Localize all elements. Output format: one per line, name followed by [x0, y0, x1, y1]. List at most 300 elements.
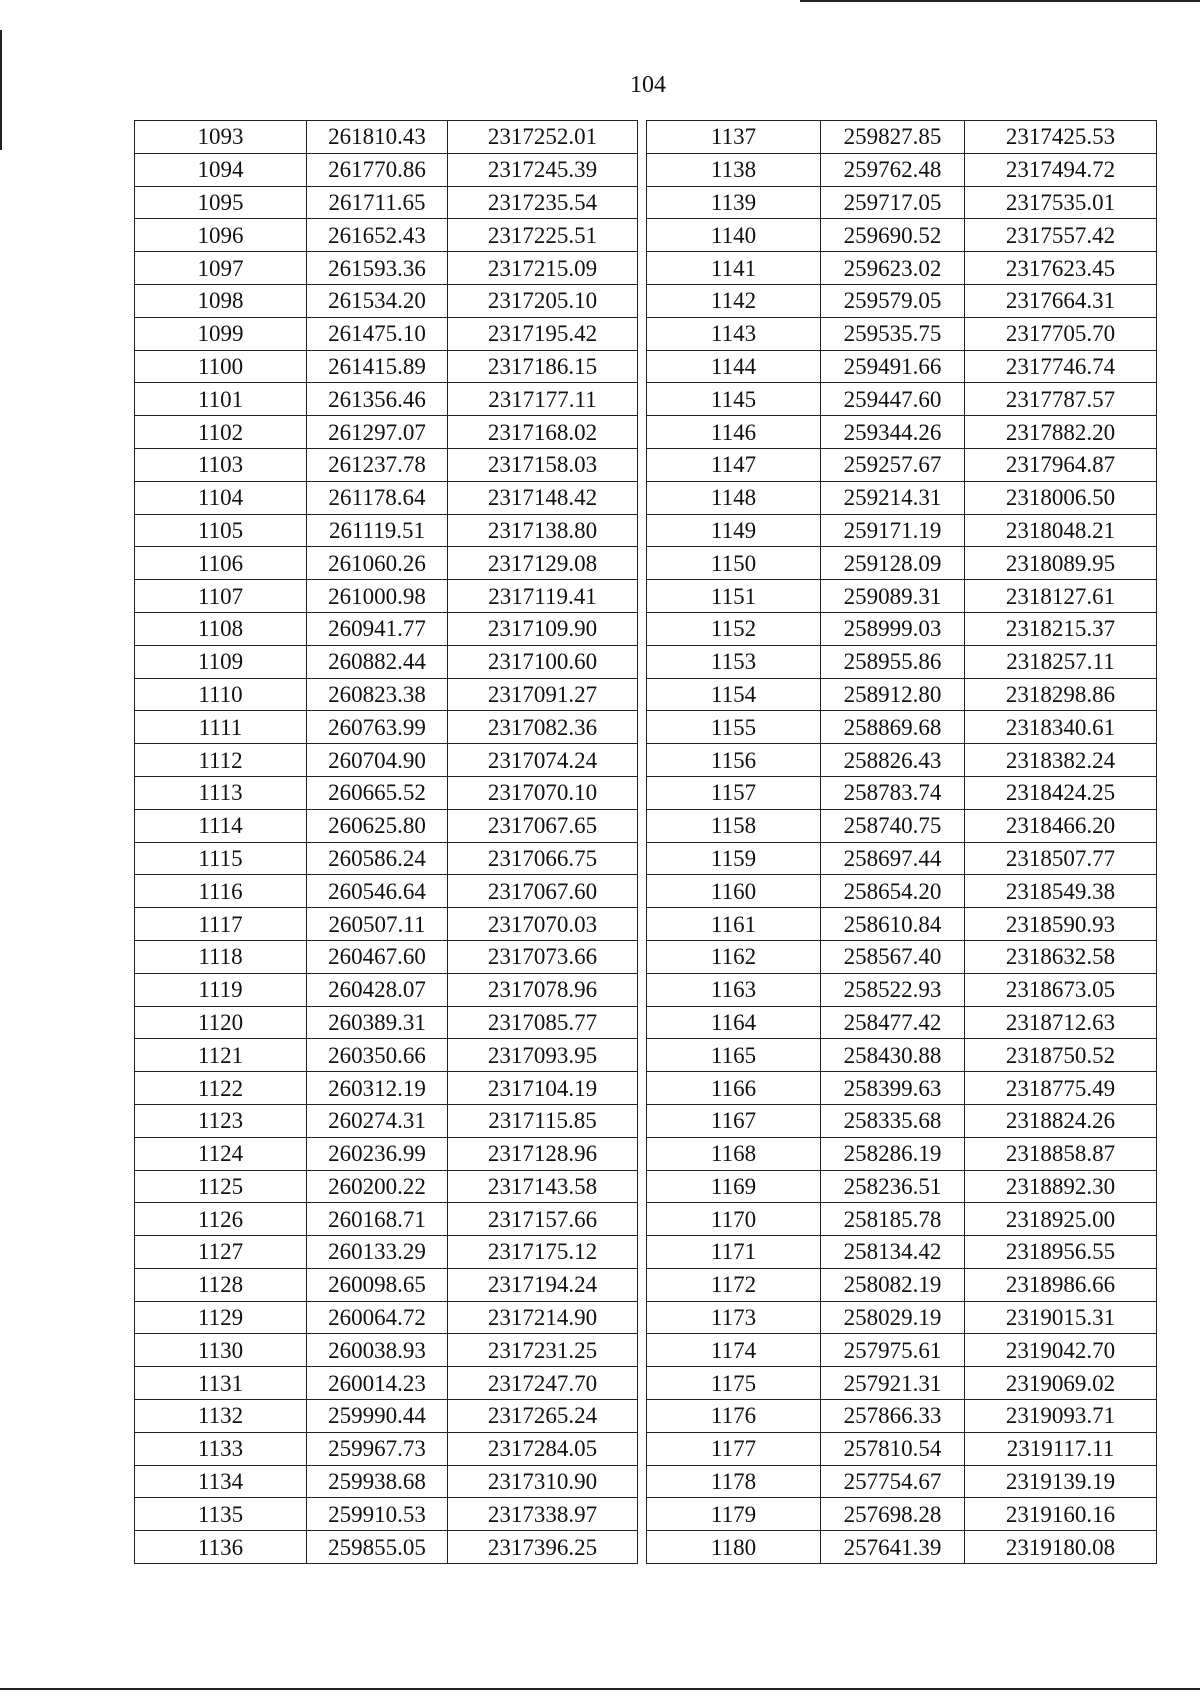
point-id-cell: 1159	[647, 842, 821, 875]
x-coordinate-cell: 260168.71	[307, 1203, 448, 1236]
table-row	[135, 448, 638, 481]
table-row	[135, 580, 638, 613]
table-row	[135, 940, 638, 973]
x-coordinate-cell: 259257.67	[821, 448, 965, 481]
table-row	[135, 875, 638, 908]
y-coordinate-cell: 2319139.19	[965, 1465, 1157, 1498]
y-coordinate-cell: 2317494.72	[965, 153, 1157, 186]
x-coordinate-cell: 259535.75	[821, 317, 965, 350]
y-coordinate-cell: 2318775.49	[965, 1072, 1157, 1105]
point-id-cell: 1145	[647, 383, 821, 416]
y-coordinate-cell: 2319042.70	[965, 1334, 1157, 1367]
table-row	[647, 448, 1157, 481]
x-coordinate-cell: 261297.07	[307, 416, 448, 449]
table-row	[135, 809, 638, 842]
point-id-cell: 1165	[647, 1039, 821, 1072]
point-id-cell: 1113	[135, 776, 307, 809]
table-row	[647, 842, 1157, 875]
x-coordinate-cell: 258029.19	[821, 1301, 965, 1334]
table-row	[135, 153, 638, 186]
y-coordinate-cell: 2317746.74	[965, 350, 1157, 383]
y-coordinate-cell: 2317231.25	[448, 1334, 638, 1367]
y-coordinate-cell: 2318986.66	[965, 1268, 1157, 1301]
y-coordinate-cell: 2317186.15	[448, 350, 638, 383]
y-coordinate-cell: 2317882.20	[965, 416, 1157, 449]
point-id-cell: 1156	[647, 744, 821, 777]
x-coordinate-cell: 260665.52	[307, 776, 448, 809]
y-coordinate-cell: 2317115.85	[448, 1104, 638, 1137]
table-row	[647, 284, 1157, 317]
point-id-cell: 1146	[647, 416, 821, 449]
x-coordinate-cell: 260236.99	[307, 1137, 448, 1170]
y-coordinate-cell: 2318632.58	[965, 940, 1157, 973]
x-coordinate-cell: 259579.05	[821, 284, 965, 317]
point-id-cell: 1171	[647, 1236, 821, 1269]
y-coordinate-cell: 2317093.95	[448, 1039, 638, 1072]
point-id-cell: 1137	[647, 121, 821, 154]
table-row	[135, 547, 638, 580]
y-coordinate-cell: 2317338.97	[448, 1498, 638, 1531]
point-id-cell: 1152	[647, 612, 821, 645]
table-row	[647, 711, 1157, 744]
table-row	[135, 678, 638, 711]
y-coordinate-cell: 2318750.52	[965, 1039, 1157, 1072]
point-id-cell: 1169	[647, 1170, 821, 1203]
table-row	[135, 1170, 638, 1203]
table-row	[647, 1367, 1157, 1400]
y-coordinate-cell: 2318507.77	[965, 842, 1157, 875]
x-coordinate-cell: 260467.60	[307, 940, 448, 973]
x-coordinate-cell: 259762.48	[821, 153, 965, 186]
x-coordinate-cell: 261237.78	[307, 448, 448, 481]
y-coordinate-cell: 2318712.63	[965, 1006, 1157, 1039]
table-row	[135, 186, 638, 219]
x-coordinate-cell: 260350.66	[307, 1039, 448, 1072]
y-coordinate-cell: 2317070.10	[448, 776, 638, 809]
table-row	[135, 1400, 638, 1433]
y-coordinate-cell: 2317148.42	[448, 481, 638, 514]
table-row	[135, 416, 638, 449]
point-id-cell: 1114	[135, 809, 307, 842]
point-id-cell: 1121	[135, 1039, 307, 1072]
point-id-cell: 1147	[647, 448, 821, 481]
x-coordinate-cell: 258399.63	[821, 1072, 965, 1105]
scan-edge-bottom	[0, 1688, 1200, 1690]
table-row	[135, 1268, 638, 1301]
point-id-cell: 1093	[135, 121, 307, 154]
x-coordinate-cell: 258430.88	[821, 1039, 965, 1072]
point-id-cell: 1176	[647, 1400, 821, 1433]
point-id-cell: 1170	[647, 1203, 821, 1236]
point-id-cell: 1164	[647, 1006, 821, 1039]
x-coordinate-cell: 259827.85	[821, 121, 965, 154]
x-coordinate-cell: 260625.80	[307, 809, 448, 842]
x-coordinate-cell: 258335.68	[821, 1104, 965, 1137]
x-coordinate-cell: 260586.24	[307, 842, 448, 875]
table-row	[647, 1531, 1157, 1564]
table-row	[135, 776, 638, 809]
table-row	[135, 1072, 638, 1105]
x-coordinate-cell: 260200.22	[307, 1170, 448, 1203]
table-row	[647, 612, 1157, 645]
y-coordinate-cell: 2319117.11	[965, 1432, 1157, 1465]
y-coordinate-cell: 2317066.75	[448, 842, 638, 875]
y-coordinate-cell: 2317705.70	[965, 317, 1157, 350]
x-coordinate-cell: 259717.05	[821, 186, 965, 219]
table-row	[135, 481, 638, 514]
point-id-cell: 1115	[135, 842, 307, 875]
x-coordinate-cell: 260507.11	[307, 908, 448, 941]
table-row	[135, 711, 638, 744]
table-row	[135, 383, 638, 416]
x-coordinate-cell: 259491.66	[821, 350, 965, 383]
y-coordinate-cell: 2317235.54	[448, 186, 638, 219]
point-id-cell: 1154	[647, 678, 821, 711]
table-row	[135, 1465, 638, 1498]
table-row	[647, 973, 1157, 1006]
table-row	[647, 219, 1157, 252]
y-coordinate-cell: 2317225.51	[448, 219, 638, 252]
table-row	[647, 580, 1157, 613]
y-coordinate-cell: 2318858.87	[965, 1137, 1157, 1170]
x-coordinate-cell: 258185.78	[821, 1203, 965, 1236]
x-coordinate-cell: 259089.31	[821, 580, 965, 613]
y-coordinate-cell: 2318956.55	[965, 1236, 1157, 1269]
point-id-cell: 1148	[647, 481, 821, 514]
x-coordinate-cell: 259967.73	[307, 1432, 448, 1465]
y-coordinate-cell: 2318824.26	[965, 1104, 1157, 1137]
x-coordinate-cell: 258999.03	[821, 612, 965, 645]
table-row	[135, 744, 638, 777]
table-row	[647, 776, 1157, 809]
x-coordinate-cell: 258654.20	[821, 875, 965, 908]
point-id-cell: 1101	[135, 383, 307, 416]
y-coordinate-cell: 2317073.66	[448, 940, 638, 973]
y-coordinate-cell: 2317284.05	[448, 1432, 638, 1465]
x-coordinate-cell: 259855.05	[307, 1531, 448, 1564]
y-coordinate-cell: 2317623.45	[965, 252, 1157, 285]
table-row	[135, 1137, 638, 1170]
table-row	[647, 1072, 1157, 1105]
x-coordinate-cell: 258740.75	[821, 809, 965, 842]
y-coordinate-cell: 2317082.36	[448, 711, 638, 744]
x-coordinate-cell: 261593.36	[307, 252, 448, 285]
point-id-cell: 1122	[135, 1072, 307, 1105]
x-coordinate-cell: 258697.44	[821, 842, 965, 875]
x-coordinate-cell: 258286.19	[821, 1137, 965, 1170]
table-row	[647, 1236, 1157, 1269]
point-id-cell: 1141	[647, 252, 821, 285]
table-row	[135, 1432, 638, 1465]
y-coordinate-cell: 2318340.61	[965, 711, 1157, 744]
y-coordinate-cell: 2318424.25	[965, 776, 1157, 809]
y-coordinate-cell: 2317245.39	[448, 153, 638, 186]
point-id-cell: 1149	[647, 514, 821, 547]
x-coordinate-cell: 261770.86	[307, 153, 448, 186]
point-id-cell: 1166	[647, 1072, 821, 1105]
point-id-cell: 1106	[135, 547, 307, 580]
table-row	[647, 645, 1157, 678]
table-row	[135, 1104, 638, 1137]
x-coordinate-cell: 261060.26	[307, 547, 448, 580]
table-row	[647, 940, 1157, 973]
y-coordinate-cell: 2318048.21	[965, 514, 1157, 547]
point-id-cell: 1123	[135, 1104, 307, 1137]
y-coordinate-cell: 2318925.00	[965, 1203, 1157, 1236]
y-coordinate-cell: 2318382.24	[965, 744, 1157, 777]
x-coordinate-cell: 260098.65	[307, 1268, 448, 1301]
table-row	[135, 1334, 638, 1367]
y-coordinate-cell: 2317252.01	[448, 121, 638, 154]
point-id-cell: 1129	[135, 1301, 307, 1334]
x-coordinate-cell: 261475.10	[307, 317, 448, 350]
x-coordinate-cell: 261000.98	[307, 580, 448, 613]
y-coordinate-cell: 2318215.37	[965, 612, 1157, 645]
point-id-cell: 1108	[135, 612, 307, 645]
x-coordinate-cell: 258567.40	[821, 940, 965, 973]
y-coordinate-cell: 2317175.12	[448, 1236, 638, 1269]
table-row	[135, 1203, 638, 1236]
point-id-cell: 1098	[135, 284, 307, 317]
x-coordinate-cell: 260428.07	[307, 973, 448, 1006]
x-coordinate-cell: 257641.39	[821, 1531, 965, 1564]
y-coordinate-cell: 2317177.11	[448, 383, 638, 416]
x-coordinate-cell: 259938.68	[307, 1465, 448, 1498]
point-id-cell: 1168	[647, 1137, 821, 1170]
x-coordinate-cell: 257810.54	[821, 1432, 965, 1465]
table-row	[135, 284, 638, 317]
y-coordinate-cell: 2318673.05	[965, 973, 1157, 1006]
y-coordinate-cell: 2318549.38	[965, 875, 1157, 908]
table-row	[135, 842, 638, 875]
y-coordinate-cell: 2317085.77	[448, 1006, 638, 1039]
point-id-cell: 1133	[135, 1432, 307, 1465]
y-coordinate-cell: 2319015.31	[965, 1301, 1157, 1334]
y-coordinate-cell: 2317070.03	[448, 908, 638, 941]
x-coordinate-cell: 260704.90	[307, 744, 448, 777]
table-row	[647, 1301, 1157, 1334]
point-id-cell: 1150	[647, 547, 821, 580]
y-coordinate-cell: 2317129.08	[448, 547, 638, 580]
table-row	[135, 973, 638, 1006]
point-id-cell: 1096	[135, 219, 307, 252]
table-row	[647, 1137, 1157, 1170]
x-coordinate-cell: 259171.19	[821, 514, 965, 547]
y-coordinate-cell: 2317078.96	[448, 973, 638, 1006]
point-id-cell: 1163	[647, 973, 821, 1006]
point-id-cell: 1143	[647, 317, 821, 350]
point-id-cell: 1131	[135, 1367, 307, 1400]
y-coordinate-cell: 2317964.87	[965, 448, 1157, 481]
table-row	[647, 416, 1157, 449]
table-row	[647, 1334, 1157, 1367]
y-coordinate-cell: 2318006.50	[965, 481, 1157, 514]
x-coordinate-cell: 260546.64	[307, 875, 448, 908]
point-id-cell: 1135	[135, 1498, 307, 1531]
x-coordinate-cell: 261711.65	[307, 186, 448, 219]
point-id-cell: 1160	[647, 875, 821, 908]
point-id-cell: 1162	[647, 940, 821, 973]
table-row	[647, 1465, 1157, 1498]
x-coordinate-cell: 258912.80	[821, 678, 965, 711]
x-coordinate-cell: 258955.86	[821, 645, 965, 678]
point-id-cell: 1136	[135, 1531, 307, 1564]
table-row	[647, 678, 1157, 711]
point-id-cell: 1151	[647, 580, 821, 613]
point-id-cell: 1094	[135, 153, 307, 186]
table-row	[135, 514, 638, 547]
table-row	[647, 317, 1157, 350]
table-row	[135, 1531, 638, 1564]
point-id-cell: 1109	[135, 645, 307, 678]
table-row	[647, 875, 1157, 908]
scan-edge-top	[800, 0, 1200, 2]
x-coordinate-cell: 258826.43	[821, 744, 965, 777]
point-id-cell: 1100	[135, 350, 307, 383]
point-id-cell: 1172	[647, 1268, 821, 1301]
point-id-cell: 1125	[135, 1170, 307, 1203]
y-coordinate-cell: 2318127.61	[965, 580, 1157, 613]
point-id-cell: 1097	[135, 252, 307, 285]
y-coordinate-cell: 2317247.70	[448, 1367, 638, 1400]
y-coordinate-cell: 2317067.65	[448, 809, 638, 842]
table-row	[647, 1400, 1157, 1433]
y-coordinate-cell: 2318590.93	[965, 908, 1157, 941]
point-id-cell: 1116	[135, 875, 307, 908]
table-row	[135, 219, 638, 252]
point-id-cell: 1126	[135, 1203, 307, 1236]
point-id-cell: 1095	[135, 186, 307, 219]
table-row	[135, 121, 638, 154]
y-coordinate-cell: 2317143.58	[448, 1170, 638, 1203]
y-coordinate-cell: 2317787.57	[965, 383, 1157, 416]
coordinate-table-left	[134, 120, 638, 1564]
x-coordinate-cell: 259910.53	[307, 1498, 448, 1531]
x-coordinate-cell: 259690.52	[821, 219, 965, 252]
table-row	[135, 1236, 638, 1269]
y-coordinate-cell: 2317310.90	[448, 1465, 638, 1498]
x-coordinate-cell: 260941.77	[307, 612, 448, 645]
x-coordinate-cell: 259623.02	[821, 252, 965, 285]
x-coordinate-cell: 258522.93	[821, 973, 965, 1006]
y-coordinate-cell: 2317128.96	[448, 1137, 638, 1170]
point-id-cell: 1105	[135, 514, 307, 547]
x-coordinate-cell: 258082.19	[821, 1268, 965, 1301]
x-coordinate-cell: 260312.19	[307, 1072, 448, 1105]
x-coordinate-cell: 261178.64	[307, 481, 448, 514]
table-row	[647, 547, 1157, 580]
table-row	[135, 612, 638, 645]
table-row	[135, 1006, 638, 1039]
table-row	[135, 1039, 638, 1072]
point-id-cell: 1174	[647, 1334, 821, 1367]
point-id-cell: 1111	[135, 711, 307, 744]
point-id-cell: 1173	[647, 1301, 821, 1334]
x-coordinate-cell: 257698.28	[821, 1498, 965, 1531]
point-id-cell: 1117	[135, 908, 307, 941]
x-coordinate-cell: 257866.33	[821, 1400, 965, 1433]
point-id-cell: 1161	[647, 908, 821, 941]
x-coordinate-cell: 260038.93	[307, 1334, 448, 1367]
x-coordinate-cell: 260389.31	[307, 1006, 448, 1039]
point-id-cell: 1180	[647, 1531, 821, 1564]
x-coordinate-cell: 257975.61	[821, 1334, 965, 1367]
table-row	[647, 1039, 1157, 1072]
x-coordinate-cell: 258477.42	[821, 1006, 965, 1039]
table-row	[647, 1432, 1157, 1465]
y-coordinate-cell: 2319069.02	[965, 1367, 1157, 1400]
y-coordinate-cell: 2319093.71	[965, 1400, 1157, 1433]
table-row	[647, 153, 1157, 186]
x-coordinate-cell: 260882.44	[307, 645, 448, 678]
table-row	[647, 1203, 1157, 1236]
x-coordinate-cell: 260823.38	[307, 678, 448, 711]
y-coordinate-cell: 2318089.95	[965, 547, 1157, 580]
point-id-cell: 1179	[647, 1498, 821, 1531]
table-row	[647, 1104, 1157, 1137]
table-row	[647, 186, 1157, 219]
table-row	[647, 1498, 1157, 1531]
point-id-cell: 1127	[135, 1236, 307, 1269]
table-row	[647, 809, 1157, 842]
table-row	[135, 252, 638, 285]
y-coordinate-cell: 2318298.86	[965, 678, 1157, 711]
point-id-cell: 1139	[647, 186, 821, 219]
table-row	[135, 645, 638, 678]
x-coordinate-cell: 257921.31	[821, 1367, 965, 1400]
x-coordinate-cell: 261652.43	[307, 219, 448, 252]
table-row	[647, 514, 1157, 547]
point-id-cell: 1175	[647, 1367, 821, 1400]
x-coordinate-cell: 258236.51	[821, 1170, 965, 1203]
table-row	[647, 1170, 1157, 1203]
table-row	[647, 252, 1157, 285]
point-id-cell: 1155	[647, 711, 821, 744]
point-id-cell: 1167	[647, 1104, 821, 1137]
y-coordinate-cell: 2317119.41	[448, 580, 638, 613]
table-row	[135, 1367, 638, 1400]
point-id-cell: 1130	[135, 1334, 307, 1367]
y-coordinate-cell: 2317104.19	[448, 1072, 638, 1105]
x-coordinate-cell: 259990.44	[307, 1400, 448, 1433]
point-id-cell: 1124	[135, 1137, 307, 1170]
y-coordinate-cell: 2317109.90	[448, 612, 638, 645]
table-row	[647, 383, 1157, 416]
y-coordinate-cell: 2318257.11	[965, 645, 1157, 678]
page-number: 104	[630, 72, 666, 98]
x-coordinate-cell: 260014.23	[307, 1367, 448, 1400]
table-row	[647, 481, 1157, 514]
y-coordinate-cell: 2317205.10	[448, 284, 638, 317]
table-row	[135, 1498, 638, 1531]
point-id-cell: 1178	[647, 1465, 821, 1498]
y-coordinate-cell: 2319180.08	[965, 1531, 1157, 1564]
table-row	[135, 908, 638, 941]
x-coordinate-cell: 258610.84	[821, 908, 965, 941]
y-coordinate-cell: 2317664.31	[965, 284, 1157, 317]
point-id-cell: 1132	[135, 1400, 307, 1433]
y-coordinate-cell: 2317396.25	[448, 1531, 638, 1564]
point-id-cell: 1119	[135, 973, 307, 1006]
point-id-cell: 1103	[135, 448, 307, 481]
point-id-cell: 1110	[135, 678, 307, 711]
x-coordinate-cell: 258869.68	[821, 711, 965, 744]
point-id-cell: 1104	[135, 481, 307, 514]
y-coordinate-cell: 2317557.42	[965, 219, 1157, 252]
table-row	[135, 1301, 638, 1334]
point-id-cell: 1102	[135, 416, 307, 449]
x-coordinate-cell: 261119.51	[307, 514, 448, 547]
